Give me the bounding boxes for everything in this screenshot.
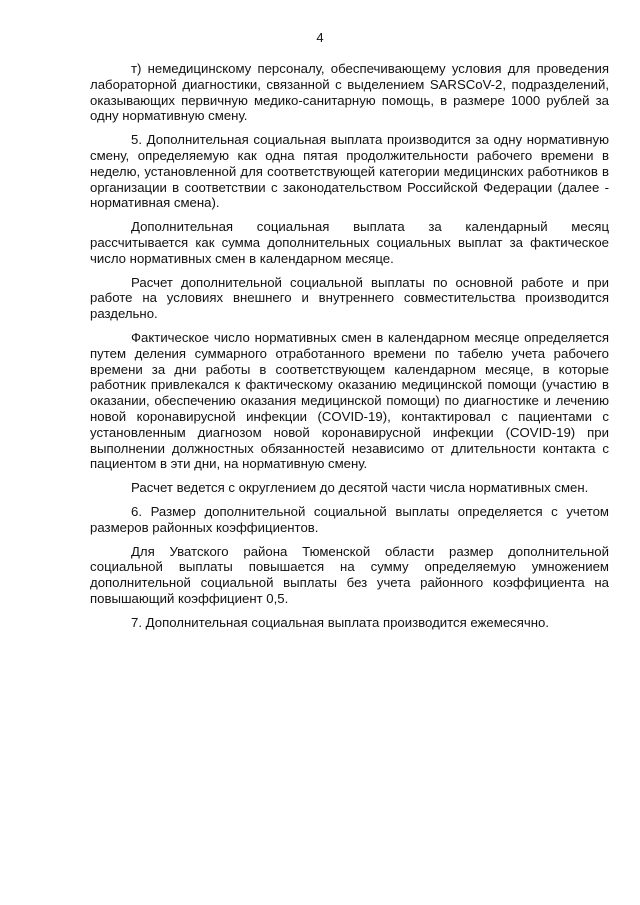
- paragraph-clause-6: 6. Размер дополнительной социальной выплаты определяется с учетом размеров районных коэффициентов.: [90, 503, 609, 535]
- paragraph-rounding: Расчет ведется с округлением до десятой части числа нормативных смен.: [131, 480, 589, 496]
- paragraph-clause-7: 7. Дополнительная социальная выплата производится ежемесячно.: [131, 614, 550, 630]
- paragraph-separate-calculation: Расчет дополнительной социальной выплаты по основной работе и при работе на условиях внешнего и внутреннего совместительства производится раздельно.: [90, 274, 609, 322]
- document-body: [90, 61, 609, 639]
- paragraph-item-t: т) немедицинскому персоналу, обеспечивающему условия для проведения лабораторной диагностики, связанной с выделением SARSCoV-2, подразделений, оказывающих первичную медико-санитарную помощь, в размере 1000 рублей за одну нормативную смену.: [90, 61, 609, 124]
- page-number: 4: [316, 30, 324, 45]
- paragraph-clause-5: 5. Дополнительная социальная выплата производится за одну нормативную смену, определяемую как одна пятая продолжительности рабочего времени в неделю, установленной для соответствующей категории медицинских работников в организации в соответствии с законодательством Российской Федерации (далее - нормативная смена).: [90, 132, 609, 211]
- paragraph-uvat-district: Для Уватского района Тюменской области размер дополнительной социальной выплаты повышается на сумму определяемую умножением дополнительной социальной выплаты без учета районного коэффициента на повышающий коэффициент 0,5.: [90, 543, 609, 606]
- paragraph-actual-shifts: Фактическое число нормативных смен в календарном месяце определяется путем деления суммарного отработанного времени по табелю учета рабочего времени за дни работы в соответствующем календарном месяце, в которые работник привлекался к фактическому оказанию медицинской помощи (участию в оказании, обеспечению оказания медицинской помощи) по диагностике и лечению новой коронавирусной инфекции (COVID-19), контактировал с пациентами с установленным диагнозом новой коронавирусной инфекции (COVID-19) при выполнении должностных обязанностей независимо от длительности контакта с пациентом в эти дни, на нормативную смену.: [90, 329, 609, 472]
- paragraph-monthly-calculation: Дополнительная социальная выплата за календарный месяц рассчитывается как сумма дополнительных социальных выплат за фактическое число нормативных смен в календарном месяце.: [90, 219, 609, 266]
